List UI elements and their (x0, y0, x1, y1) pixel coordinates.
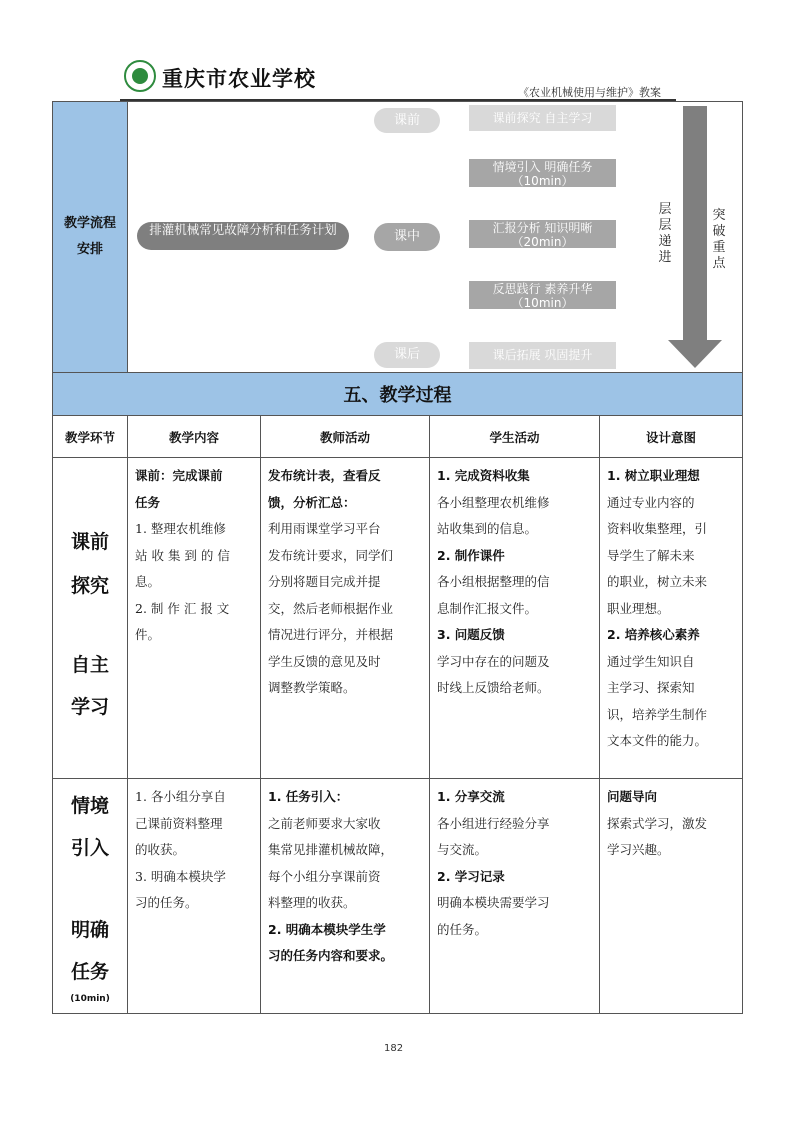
stage-text: 自主 (70, 654, 109, 676)
stage-text: 引入 (70, 837, 109, 859)
stage-text: 探究 (70, 575, 109, 597)
cell-line: 主学习、探索知 (607, 680, 695, 695)
phase-label: 课后 (393, 347, 420, 362)
cell-line: 习的任务。 (135, 895, 198, 910)
vchar: 破 (712, 224, 726, 239)
phase-label: 课前 (393, 113, 420, 128)
cell-line: 每个小组分享课前资 (268, 868, 381, 884)
content-cell (128, 458, 261, 779)
cell-line: 2. 培养核心素养 (607, 627, 700, 642)
phase-label: 课中 (393, 229, 420, 244)
step-title: 课前探究 自主学习 (492, 111, 593, 125)
vchar: 点 (712, 256, 726, 271)
cell-line: 站 收 集 到 的 信 (135, 547, 230, 563)
stage-text: 学习 (70, 696, 109, 718)
col-header-student: 学生活动 (430, 416, 600, 458)
column-header-row (53, 416, 743, 458)
cell-line: 之前老师要求大家收 (268, 815, 381, 831)
step-time: （10min） (511, 296, 574, 309)
step-time: （10min） (511, 174, 574, 187)
step-time: （20min） (511, 235, 574, 248)
cell-line: 发布统计表，查看反 (268, 468, 381, 483)
cell-line: 与交流。 (437, 842, 488, 857)
cell-line: 探索式学习，激发 (607, 815, 708, 831)
cell-line: 调整教学策略。 (268, 680, 356, 695)
cell-line: 资料收集整理，引 (607, 521, 708, 536)
step-title: 情境引入 明确任务 (492, 160, 593, 174)
cell-line: 通过专业内容的 (607, 494, 695, 510)
cell-line: 各小组根据整理的信 (437, 574, 550, 589)
vchar: 递 (658, 234, 672, 249)
vchar: 突 (712, 208, 726, 223)
stage-text: 任务 (70, 961, 109, 983)
cell-line: 学习兴趣。 (607, 842, 670, 857)
cell-line: 文本文件的能力。 (607, 733, 708, 748)
cell-line: 2. 制 作 汇 报 文 (135, 600, 230, 616)
page-number: 182 (384, 1043, 404, 1054)
cell-line: 1. 整理农机维修 (135, 521, 226, 536)
cell-line: 的职业，树立未来 (607, 574, 708, 589)
cell-line: 件。 (135, 627, 161, 642)
intent-cell (600, 458, 743, 779)
student-cell (430, 779, 600, 1014)
cell-line: 站收集到的信息。 (437, 521, 538, 536)
cell-line: 通过学生知识自 (607, 653, 695, 669)
col-header-teacher: 教师活动 (261, 416, 430, 458)
student-cell (430, 458, 600, 779)
teacher-cell (261, 779, 430, 1014)
course-title: 《农业机械使用与维护》教案 (518, 86, 661, 99)
cell-line: 职业理想。 (607, 600, 670, 616)
content-cell (128, 779, 261, 1014)
step-box (469, 281, 616, 309)
cell-line: 导学生了解未来 (607, 547, 695, 563)
step-box (469, 105, 616, 131)
table-row (53, 458, 743, 779)
cell-line: 1. 各小组分享自 (135, 789, 226, 804)
cell-line: 息。 (135, 574, 161, 589)
cell-line: 1. 任务引入： (268, 789, 349, 804)
cell-line: 馈，分析汇总： (268, 494, 356, 510)
cell-line: 己课前资料整理 (135, 815, 223, 831)
cell-line: 的收获。 (135, 842, 186, 857)
cell-line: 2. 明确本模块学生学 (268, 921, 386, 937)
cell-line: 明确本模块需要学习 (437, 895, 550, 910)
cell-line: 2. 学习记录 (437, 868, 505, 884)
arrow-left-label (658, 202, 672, 266)
cell-line: 识，培养学生制作 (607, 706, 708, 722)
school-logo (124, 60, 156, 92)
cell-line: 1. 树立职业理想 (607, 468, 700, 483)
cell-line: 问题导向 (607, 789, 658, 804)
step-title: 课后拓展 巩固提升 (492, 348, 593, 362)
vchar: 层 (658, 218, 672, 233)
cell-line: 3. 问题反馈 (437, 627, 505, 642)
cell-line: 课前：完成课前 (135, 468, 223, 483)
cell-line: 利用雨课堂学习平台 (268, 521, 381, 536)
phase-pill-before (374, 108, 440, 133)
flow-label-line1: 教学流程 (63, 216, 116, 231)
cell-line: 1. 分享交流 (437, 789, 505, 804)
teacher-cell (261, 458, 430, 779)
phase-pill-during (374, 223, 440, 251)
step-title: 反思践行 素养升华 (492, 282, 593, 296)
cell-line: 3. 明确本模块学 (135, 868, 226, 884)
step-box (469, 159, 616, 187)
step-title: 汇报分析 知识明晰 (492, 221, 593, 235)
step-box (469, 342, 616, 369)
cell-line: 分别将题目完成并提 (268, 574, 381, 589)
cell-line: 情况进行评分，并根据 (268, 627, 394, 642)
cell-line: 各小组整理农机维修 (437, 494, 550, 510)
vchar: 进 (658, 250, 672, 265)
topic-text: 排灌机械常见故障分析和任务计划 (149, 222, 337, 237)
col-header-intent: 设计意图 (600, 416, 743, 458)
stage-cell (53, 458, 128, 779)
table-row (53, 779, 743, 1014)
cell-line: 学习中存在的问题及 (437, 653, 550, 669)
flow-row (53, 102, 743, 373)
intent-cell (600, 779, 743, 1014)
flow-diagram (128, 102, 743, 373)
down-arrow-shaft (683, 106, 707, 342)
section-title-row (53, 373, 743, 416)
stage-cell (53, 779, 128, 1014)
cell-line: 学生反馈的意见及时 (268, 653, 381, 669)
stage-text: 情境 (70, 795, 109, 817)
cell-line: 各小组进行经验分享 (437, 815, 550, 831)
flow-label-cell (53, 102, 128, 373)
cell-line: 习的任务内容和要求。 (268, 948, 394, 963)
stage-text: 明确 (70, 919, 109, 941)
cell-line: 时线上反馈给老师。 (437, 680, 550, 695)
vchar: 重 (712, 240, 726, 255)
school-name: 重庆市农业学校 (162, 66, 316, 91)
cell-line: 料整理的收获。 (268, 895, 356, 910)
stage-text: 课前 (70, 531, 109, 553)
phase-pill-after (374, 342, 440, 368)
cell-line: 集常见排灌机械故障， (268, 842, 394, 857)
logo-emblem-icon (126, 62, 154, 90)
step-box (469, 220, 616, 248)
cell-line: 息制作汇报文件。 (437, 600, 538, 616)
down-arrow-head-icon (668, 340, 722, 368)
cell-line: 的任务。 (437, 921, 488, 937)
stage-time: (10min) (70, 994, 110, 1004)
cell-line: 1. 完成资料收集 (437, 468, 530, 483)
col-header-content: 教学内容 (128, 416, 261, 458)
topic-pill (137, 222, 349, 250)
cell-line: 任务 (135, 494, 161, 510)
cell-line: 发布统计要求，同学们 (268, 547, 394, 563)
lesson-plan-table (52, 101, 743, 1014)
flow-label-line2: 安排 (76, 242, 103, 257)
section-title: 五、教学过程 (53, 373, 743, 416)
vchar: 层 (658, 202, 672, 217)
arrow-right-label (712, 208, 726, 272)
col-header-stage: 教学环节 (53, 416, 128, 458)
cell-line: 2. 制作课件 (437, 547, 505, 563)
cell-line: 交，然后老师根据作业 (268, 600, 394, 616)
